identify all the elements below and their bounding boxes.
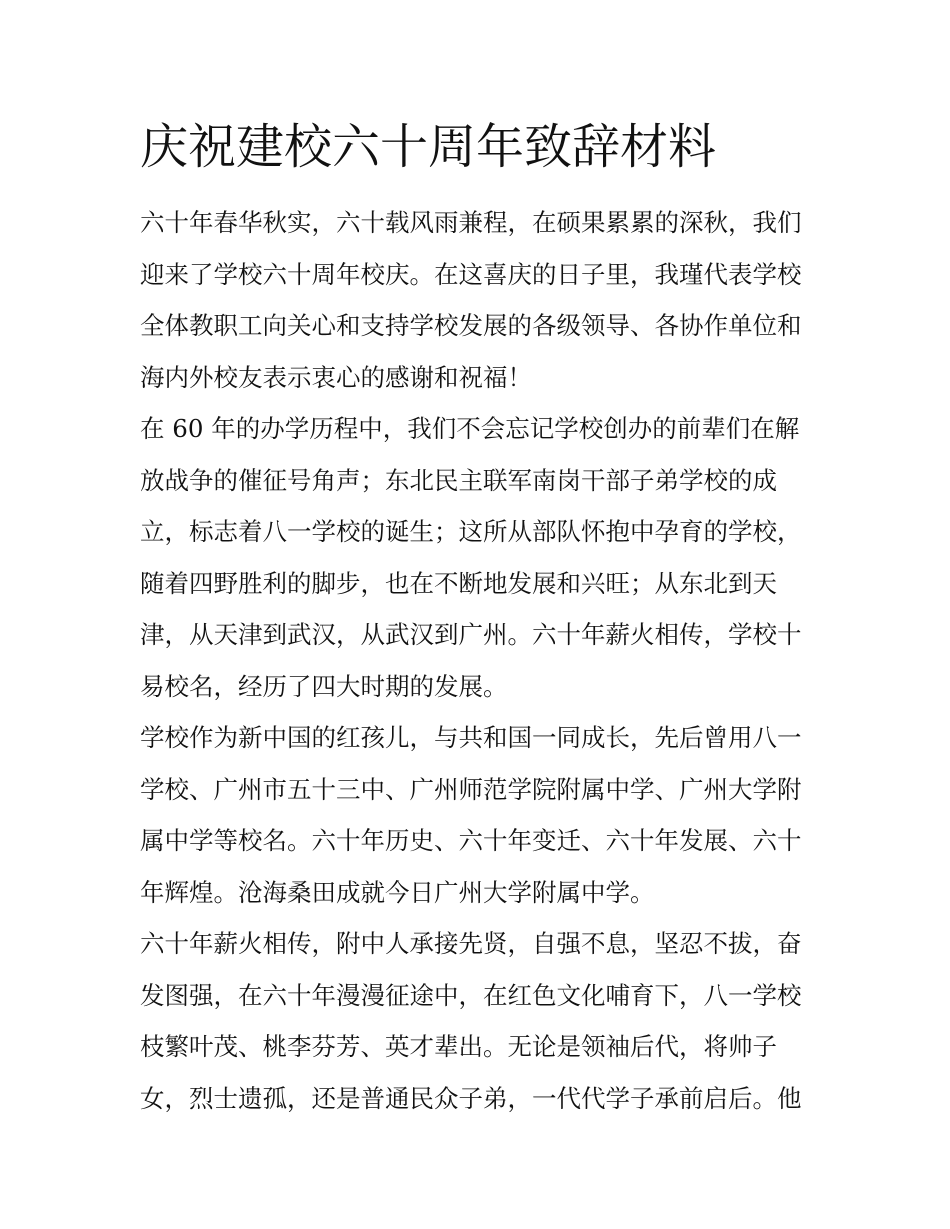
text-line: 枝繁叶茂、桃李芬芳、英才辈出。无论是领袖后代，将帅子 — [140, 1032, 777, 1061]
text-line: 六十年春华秋实，六十载风雨兼程，在硕果累累的深秋，我们 — [140, 208, 802, 237]
text-line: 易校名，经历了四大时期的发展。 — [140, 671, 508, 701]
text-line: 女，烈士遗孤，还是普通民众子弟，一代代学子承前启后。他 — [140, 1083, 802, 1113]
text-line: 六十年薪火相传，附中人承接先贤，自强不息，坚忍不拔，奋 — [140, 929, 802, 958]
text-line: 海内外校友表示衷心的感谢和祝福！ — [140, 362, 532, 392]
paragraph-1 — [140, 197, 812, 403]
text-line: 放战争的催征号角声；东北民主联军南岗干部子弟学校的成 — [140, 465, 777, 495]
text-line: 津，从天津到武汉，从武汉到广州。六十年薪火相传，学校十 — [140, 620, 802, 649]
text-line: 全体教职工向关心和支持学校发展的各级领导、各协作单位和 — [140, 311, 802, 340]
text-line: 学校、广州市五十三中、广州师范学院附属中学、广州大学附 — [140, 774, 802, 804]
document-title: 庆祝建校六十周年致辞材料 — [140, 119, 717, 175]
paragraph-3 — [140, 712, 812, 918]
paragraph-4 — [140, 918, 812, 1124]
text-line: 随着四野胜利的脚步，也在不断地发展和兴旺；从东北到天 — [140, 568, 777, 598]
document-body — [140, 197, 812, 1124]
text-line: 属中学等校名。六十年历史、六十年变迁、六十年发展、六十 — [140, 826, 802, 855]
text-line: 年辉煌。沧海桑田成就今日广州大学附属中学。 — [140, 877, 655, 907]
text-line: 学校作为新中国的红孩儿，与共和国一同成长，先后曾用八一 — [140, 723, 802, 752]
text-line: 发图强，在六十年漫漫征途中，在红色文化哺育下，八一学校 — [140, 980, 802, 1010]
paragraph-2 — [140, 403, 812, 712]
text-line: 迎来了学校六十周年校庆。在这喜庆的日子里，我瑾代表学校 — [140, 259, 802, 289]
text-line: 在 60 年的办学历程中，我们不会忘记学校创办的前辈们在解 — [140, 414, 800, 443]
text-line: 立，标志着八一学校的诞生；这所从部队怀抱中孕育的学校， — [140, 517, 802, 546]
